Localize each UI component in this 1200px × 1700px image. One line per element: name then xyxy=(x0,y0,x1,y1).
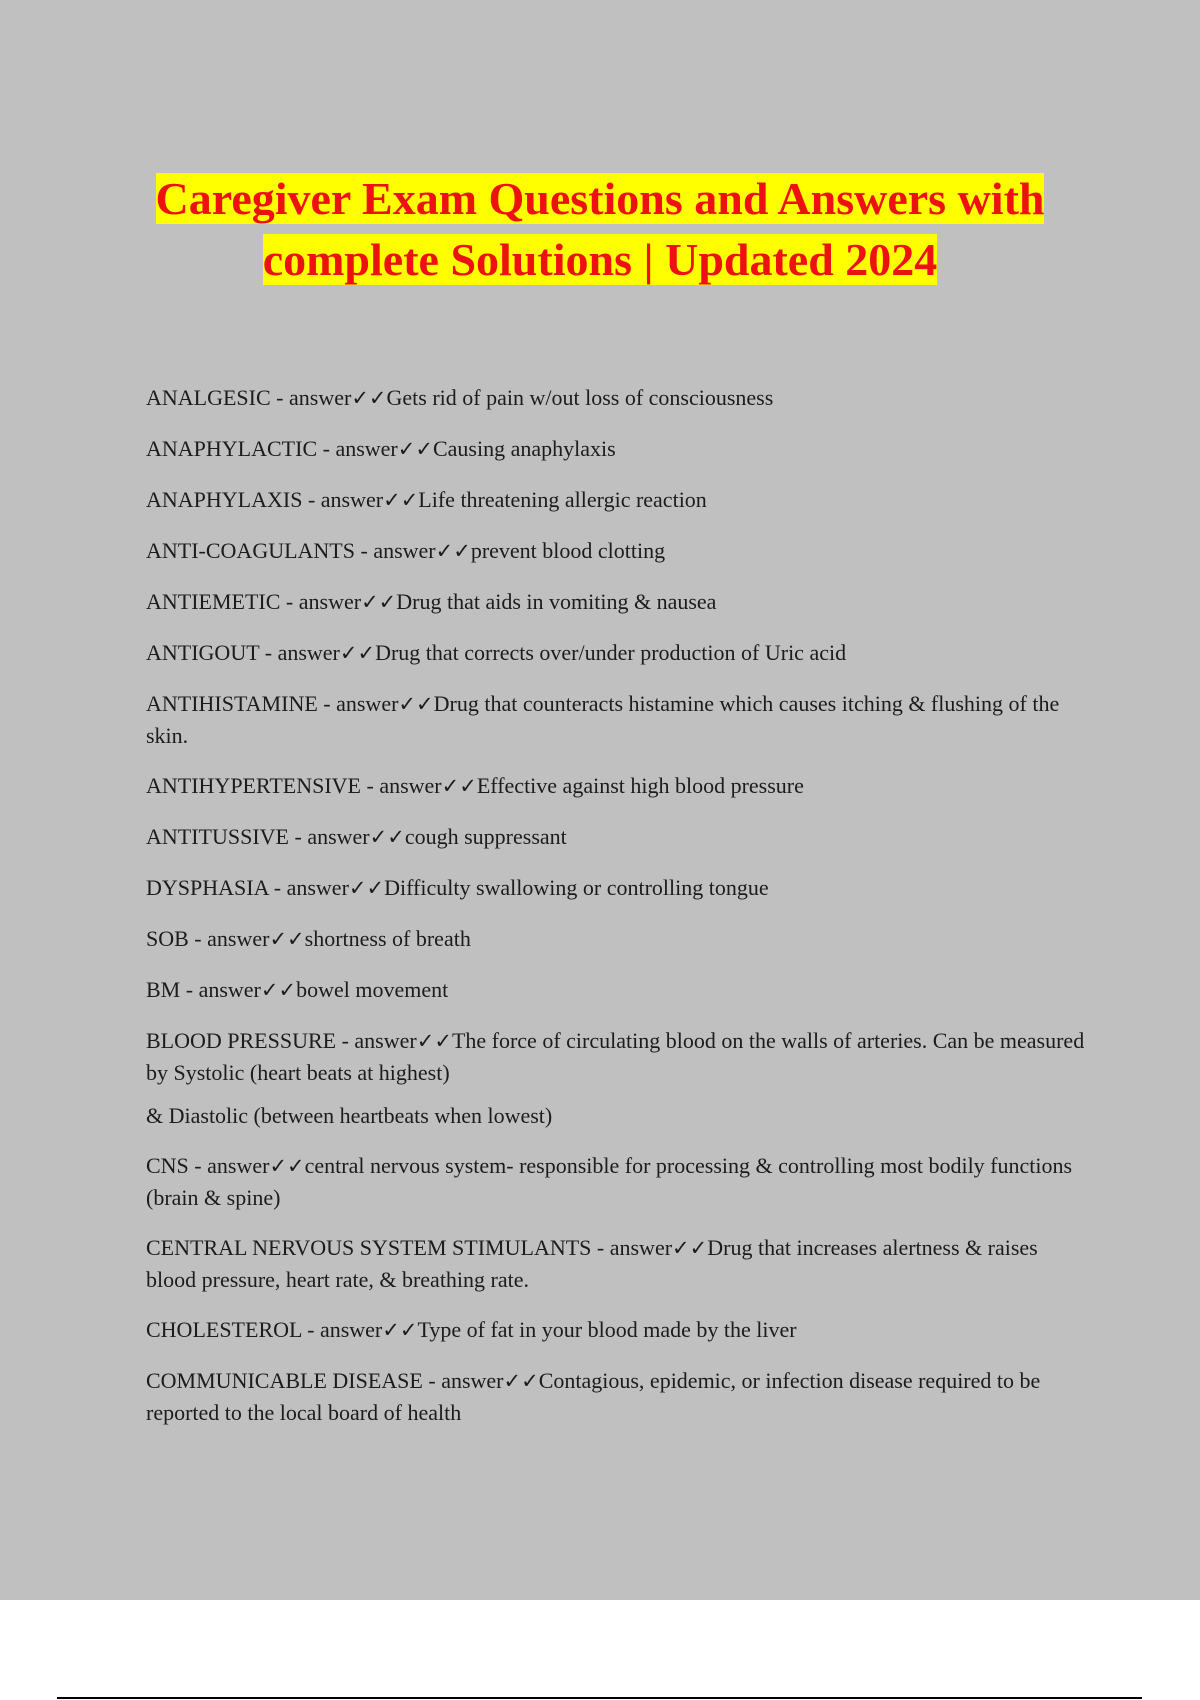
term: ANAPHYLAXIS xyxy=(146,487,303,512)
definition: Effective against high blood pressure xyxy=(476,773,804,798)
answer-label: answer xyxy=(319,1317,383,1342)
term-entry: ANTIEMETIC - answer✓✓Drug that aids in vomiting & nausea xyxy=(146,589,717,614)
term: ANTIEMETIC xyxy=(146,589,281,614)
term: CNS xyxy=(146,1153,189,1178)
definition: central nervous system- responsible for processing & controlling most bodily functions (brain & spine) xyxy=(146,1153,1073,1210)
answer-label: answer xyxy=(320,487,384,512)
term-entry: ANALGESIC - answer✓✓Gets rid of pain w/out loss of consciousness xyxy=(146,385,774,410)
check-marks-icon: ✓✓ xyxy=(416,1029,452,1053)
definition: Drug that increases alertness & raises blood pressure, heart rate, & breathing rate. xyxy=(146,1235,1038,1292)
term-entry: ANTIHISTAMINE - answer✓✓Drug that counteracts histamine which causes itching & flushing of the skin. xyxy=(146,691,1060,748)
check-marks-icon: ✓✓ xyxy=(269,927,305,951)
definition: prevent blood clotting xyxy=(470,538,666,563)
term-entry: ANTITUSSIVE - answer✓✓cough suppressant xyxy=(146,824,567,849)
answer-label: answer xyxy=(336,691,399,716)
answer-label: answer xyxy=(207,926,270,951)
definition: Drug that counteracts histamine which causes itching & flushing of the skin. xyxy=(146,691,1060,748)
term-entry: ANTIHYPERTENSIVE - answer✓✓Effective against high blood pressure xyxy=(146,773,804,798)
answer-label: answer xyxy=(286,875,349,900)
term: ANTITUSSIVE xyxy=(146,824,289,849)
term: ANALGESIC xyxy=(146,385,271,410)
answer-label: answer xyxy=(335,436,398,461)
term-entry: BLOOD PRESSURE - answer✓✓The force of circulating blood on the walls of arteries. Can be measured by Systolic (heart beats at highest) xyxy=(146,1028,1085,1085)
check-marks-icon: ✓✓ xyxy=(339,641,376,665)
title-line-1: Caregiver Exam Questions and Answers with xyxy=(155,173,1045,224)
answer-label: answer xyxy=(207,1153,270,1178)
check-marks-icon: ✓✓ xyxy=(348,876,385,900)
document-title xyxy=(0,168,1200,290)
answer-label: answer xyxy=(277,640,340,665)
term-entry: ANTI-COAGULANTS - answer✓✓prevent blood clotting xyxy=(146,538,666,563)
term-entry: ANAPHYLAXIS - answer✓✓Life threatening allergic reaction xyxy=(146,487,707,512)
term-definition-list xyxy=(146,382,1086,1447)
term: ANAPHYLACTIC xyxy=(146,436,318,461)
check-marks-icon: ✓✓ xyxy=(361,590,397,614)
definition: Type of fat in your blood made by the liver xyxy=(417,1317,797,1342)
check-marks-icon: ✓✓ xyxy=(398,692,434,716)
definition: Drug that corrects over/under production of Uric acid xyxy=(375,640,847,665)
term-entry: DYSPHASIA - answer✓✓Difficulty swallowing or controlling tongue xyxy=(146,875,769,900)
term: CHOLESTEROL xyxy=(146,1317,302,1342)
check-marks-icon: ✓✓ xyxy=(369,825,405,849)
check-marks-icon: ✓✓ xyxy=(269,1154,305,1178)
check-marks-icon: ✓✓ xyxy=(397,437,433,461)
definition: Contagious, epidemic, or infection disease required to be reported to the local board of health xyxy=(146,1368,1041,1425)
definition: Gets rid of pain w/out loss of consciousness xyxy=(386,385,774,410)
term: ANTIHYPERTENSIVE xyxy=(146,773,361,798)
definition: The force of circulating blood on the walls of arteries. Can be measured by Systolic (heart beats at highest) xyxy=(146,1028,1085,1085)
entry-continuation xyxy=(146,1100,1086,1131)
term-entry: CNS - answer✓✓central nervous system- responsible for processing & controlling most bodily functions (brain & spine) xyxy=(146,1153,1073,1210)
term-entry: SOB - answer✓✓shortness of breath xyxy=(146,926,471,951)
check-marks-icon: ✓✓ xyxy=(672,1236,708,1260)
term: COMMUNICABLE DISEASE xyxy=(146,1368,423,1393)
term: BM xyxy=(146,977,181,1002)
footer-rule xyxy=(57,1697,1142,1699)
term: ANTI-COAGULANTS xyxy=(146,538,355,563)
definition: Difficulty swallowing or controlling tongue xyxy=(384,875,769,900)
check-marks-icon: ✓✓ xyxy=(383,488,419,512)
term-entry: ANAPHYLACTIC - answer✓✓Causing anaphylaxis xyxy=(146,436,616,461)
term-entry: COMMUNICABLE DISEASE - answer✓✓Contagious, epidemic, or infection disease required to be reported to the local board of health xyxy=(146,1368,1041,1425)
term-entry: BM - answer✓✓bowel movement xyxy=(146,977,449,1002)
answer-label: answer xyxy=(373,538,436,563)
term-entry: CHOLESTEROL - answer✓✓Type of fat in your blood made by the liver xyxy=(146,1317,797,1342)
definition: Life threatening allergic reaction xyxy=(418,487,707,512)
term: CENTRAL NERVOUS SYSTEM STIMULANTS xyxy=(146,1235,592,1260)
continuation-text: & Diastolic (between heartbeats when lowest) xyxy=(146,1103,553,1128)
term: ANTIGOUT xyxy=(146,640,260,665)
answer-label: answer xyxy=(354,1028,417,1053)
check-marks-icon: ✓✓ xyxy=(382,1318,418,1342)
term: DYSPHASIA xyxy=(146,875,269,900)
term: ANTIHISTAMINE xyxy=(146,691,318,716)
definition: cough suppressant xyxy=(404,824,567,849)
answer-label: answer xyxy=(198,977,261,1002)
definition: bowel movement xyxy=(296,977,449,1002)
answer-label: answer xyxy=(298,589,362,614)
check-marks-icon: ✓✓ xyxy=(503,1369,539,1393)
title-line-2: complete Solutions | Updated 2024 xyxy=(262,234,938,285)
term: SOB xyxy=(146,926,189,951)
term-entry: ANTIGOUT - answer✓✓Drug that corrects over/under production of Uric acid xyxy=(146,640,847,665)
term: BLOOD PRESSURE xyxy=(146,1028,337,1053)
answer-label: answer xyxy=(379,773,442,798)
answer-label: answer xyxy=(441,1368,504,1393)
definition: Drug that aids in vomiting & nausea xyxy=(396,589,717,614)
check-marks-icon: ✓✓ xyxy=(351,386,387,410)
check-marks-icon: ✓✓ xyxy=(260,978,297,1002)
answer-label: answer xyxy=(609,1235,673,1260)
check-marks-icon: ✓✓ xyxy=(441,774,477,798)
check-marks-icon: ✓✓ xyxy=(435,539,471,563)
answer-label: answer xyxy=(307,824,370,849)
definition: shortness of breath xyxy=(304,926,471,951)
definition: Causing anaphylaxis xyxy=(432,436,616,461)
term-entry: CENTRAL NERVOUS SYSTEM STIMULANTS - answer✓✓Drug that increases alertness & raises blood pressure, heart rate, & breathing rate. xyxy=(146,1235,1038,1292)
answer-label: answer xyxy=(289,385,352,410)
